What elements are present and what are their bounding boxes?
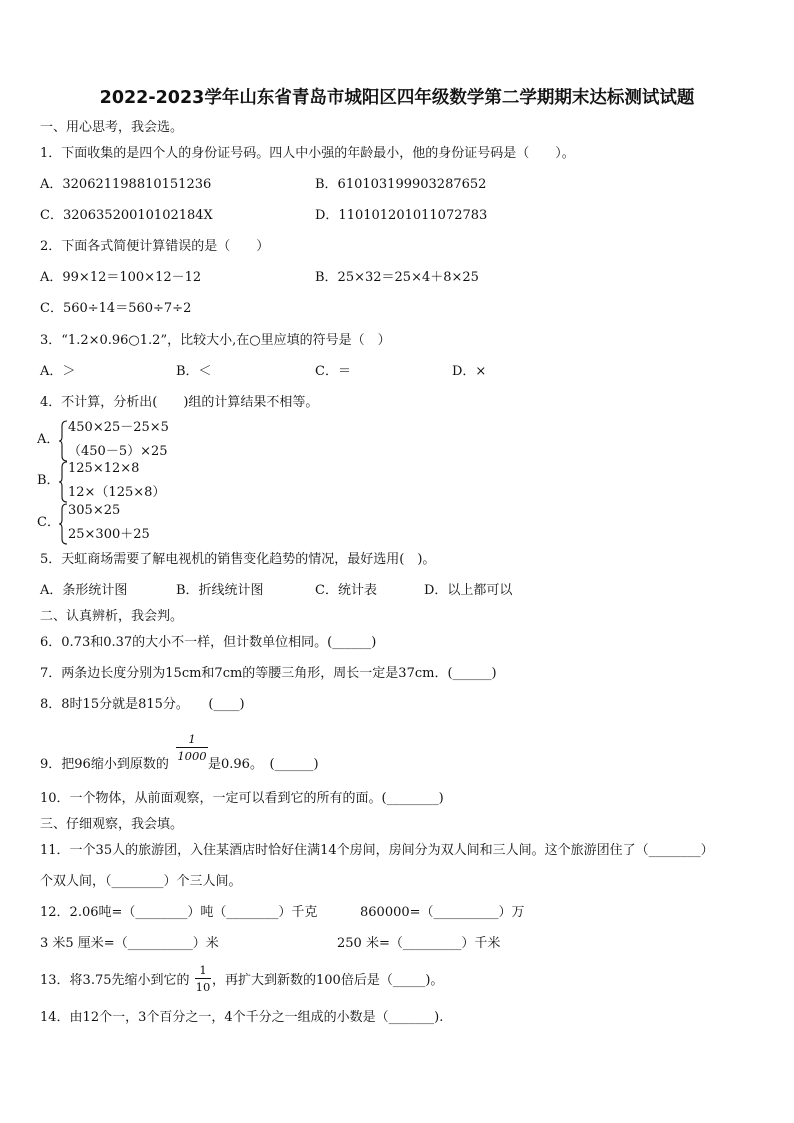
question-4-a-expr-1: 450×25－25×5	[68, 420, 169, 435]
question-4-c-expr-1: 305×25	[68, 503, 121, 518]
question-1-stem: 1．下面收集的是四个人的身份证号码。四人中小强的年龄最小，他的身份证号码是（ ）。	[40, 146, 575, 161]
question-4-option-b-label: B．	[37, 473, 60, 488]
question-11-line-2: 个双人间，（________）个三人间。	[40, 874, 242, 889]
section-heading-2: 二、认真辨析，我会判。	[40, 609, 184, 624]
question-1-option-d: D．110101201011072783	[315, 208, 488, 223]
question-4-a-expr-2: （450－5）×25	[68, 444, 168, 459]
question-5-stem: 5．天虹商场需要了解电视机的销售变化趋势的情况，最好选用( )。	[40, 552, 436, 567]
question-4-b-expr-1: 125×12×8	[68, 461, 140, 476]
question-3-option-c: C．＝	[315, 364, 351, 379]
question-1-option-a: A．320621198810151236	[40, 177, 212, 192]
question-4-option-a-label: A．	[37, 432, 60, 447]
question-2-option-b: B．25×32＝25×4＋8×25	[315, 270, 479, 285]
question-11-line-1: 11．一个35人的旅游团，入住某酒店时恰好住满14个房间，房间分为双人间和三人间。这个旅游团住了（________）	[40, 843, 714, 858]
question-2-stem: 2．下面各式简便计算错误的是（ ）	[40, 239, 270, 254]
question-12-part-a: 12．2.06吨=（________）吨（________）千克	[40, 905, 318, 920]
question-3-stem: 3．“1.2×0.96○1.2”，比较大小,在○里应填的符号是（ ）	[40, 333, 391, 348]
question-1-option-b: B．610103199903287652	[315, 177, 487, 192]
question-13-fraction	[195, 963, 211, 994]
question-2-option-a: A．99×12＝100×12－12	[40, 270, 202, 285]
question-12-part-d: 250 米=（_________）千米	[337, 936, 501, 951]
section-heading-1: 一、用心思考，我会选。	[40, 120, 184, 135]
question-4-c-expr-2: 25×300＋25	[68, 527, 150, 542]
question-8: 8．8时15分就是815分。 (____)	[40, 697, 245, 712]
question-3-option-b: B．＜	[176, 364, 212, 379]
question-12-part-c: 3 米5 厘米=（__________）米	[40, 936, 219, 951]
question-6: 6．0.73和0.37的大小不一样，但计数单位相同。(______)	[40, 635, 377, 650]
brace-icon	[58, 461, 68, 503]
question-5-option-d: D．以上都可以	[424, 583, 513, 598]
question-7: 7．两条边长度分别为15cm和7cm的等腰三角形，周长一定是37cm．(______)	[40, 666, 497, 681]
question-9-prefix: 9．把96缩小到原数的	[40, 757, 169, 772]
question-12-part-b: 860000=（__________）万	[360, 905, 525, 920]
brace-icon	[58, 503, 68, 545]
question-4-b-expr-2: 12×（125×8）	[68, 485, 166, 500]
question-13-suffix: ，再扩大到新数的100倍后是（_____)。	[212, 973, 444, 988]
fraction-denominator: 10	[195, 980, 211, 994]
question-5-option-b: B．折线统计图	[176, 583, 264, 598]
question-4-stem: 4．不计算，分析出( )组的计算结果不相等。	[40, 395, 319, 410]
question-5-option-c: C．统计表	[315, 583, 377, 598]
question-14: 14．由12个一，3个百分之一，4个千分之一组成的小数是（_______).	[40, 1010, 444, 1025]
question-10: 10．一个物体，从前面观察，一定可以看到它的所有的面。(________)	[40, 791, 444, 806]
question-2-option-c: C．560÷14＝560÷7÷2	[40, 301, 192, 316]
question-3-option-d: D．×	[452, 364, 487, 379]
question-3-option-a: A．＞	[40, 364, 76, 379]
question-5-option-a: A．条形统计图	[40, 583, 128, 598]
question-1-option-c: C．32063520010102184X	[40, 208, 213, 223]
fraction-numerator: 1	[188, 732, 196, 746]
question-9-suffix: 是0.96。 (______)	[208, 757, 319, 772]
question-13-prefix: 13．将3.75先缩小到它的	[40, 973, 190, 988]
fraction-denominator: 1000	[177, 749, 207, 763]
page-title: 2022-2023学年山东省青岛市城阳区四年级数学第二学期期末达标测试试题	[99, 88, 695, 108]
fraction-numerator: 1	[199, 963, 207, 977]
question-9-text	[40, 756, 169, 774]
section-heading-3: 三、仔细观察，我会填。	[40, 817, 184, 832]
question-9-fraction	[176, 732, 208, 763]
question-4-option-c-label: C．	[37, 515, 60, 530]
brace-icon	[58, 420, 68, 462]
